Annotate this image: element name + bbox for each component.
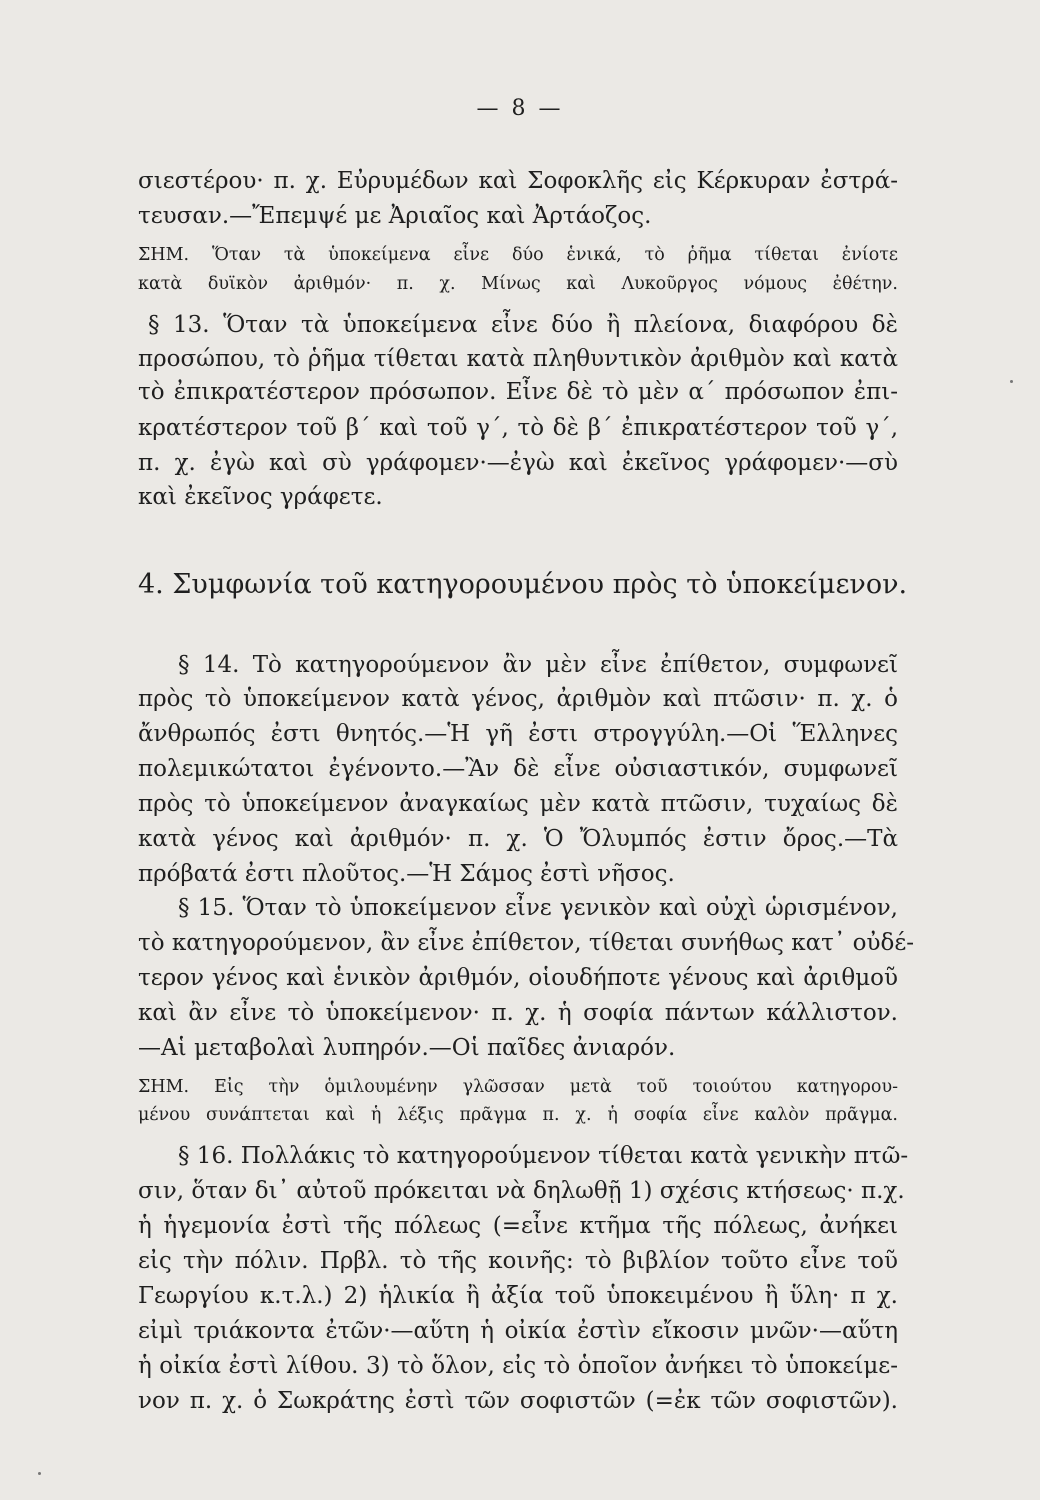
note-line: ΣΗΜ. Ὅταν τὰ ὑποκείμενα εἶνε δύο ἑνικά, τὸ ῥῆμα τίθεται ἐνίοτε: [138, 245, 898, 265]
section-heading: 4. Συμφωνία τοῦ κατηγορουμένου πρὸς τὸ ὑποκείμενον.: [138, 569, 908, 600]
text-line: τευσαν.—Ἔπεμψέ με Ἀριαῖος καὶ Ἀρτάοζος.: [138, 203, 652, 229]
text-line: Γεωργίου κ.τ.λ.) 2) ἡλικία ἢ ἀξία τοῦ ὑποκειμένου ἢ ὕλη· π χ.: [138, 1283, 898, 1309]
text-line: πρὸς τὸ ὑποκείμενον κατὰ γένος, ἀριθμὸν καὶ πτῶσιν· π. χ. ὁ: [138, 686, 898, 712]
section-15-line: § 15. Ὅταν τὸ ὑποκείμενον εἶνε γενικὸν καὶ οὐχὶ ὡρισμένον,: [178, 895, 898, 921]
note-line: μένου συνάπτεται καὶ ἡ λέξις πρᾶγμα π. χ. ἡ σοφία εἶνε καλὸν πρᾶγμα.: [138, 1105, 898, 1125]
section-16-line: § 16. Πολλάκις τὸ κατηγορούμενον τίθεται κατὰ γενικὴν πτῶ-: [178, 1143, 909, 1169]
text-line: πρόβατά ἐστι πλοῦτος.—Ἡ Σάμος ἐστὶ νῆσος.: [138, 861, 675, 887]
section-13-line: § 13. Ὅταν τὰ ὑποκείμενα εἶνε δύο ἢ πλείονα, διαφόρου δὲ: [148, 312, 898, 338]
text-line: τὸ ἐπικρατέστερον πρόσωπον. Εἶνε δὲ τὸ μὲν α΄ πρόσωπον ἐπι-: [138, 379, 898, 405]
text-line: καὶ ἂν εἶνε τὸ ὑποκείμενον· π. χ. ἡ σοφία πάντων κάλλιστον.: [138, 1000, 898, 1026]
text-line: σιεστέρου· π. χ. Εὐρυμέδων καὶ Σοφοκλῆς εἰς Κέρκυραν ἐστρά-: [138, 168, 898, 194]
text-line: καὶ ἐκεῖνος γράφετε.: [138, 484, 383, 510]
text-line: νον π. χ. ὁ Σωκράτης ἐστὶ τῶν σοφιστῶν (=ἐκ τῶν σοφιστῶν).: [138, 1388, 898, 1414]
text-line: π. χ. ἐγὼ καὶ σὺ γράφομεν·—ἐγὼ καὶ ἐκεῖνος γράφομεν·—σὺ: [138, 450, 898, 476]
text-line: σιν, ὅταν δι᾽ αὐτοῦ πρόκειται νὰ δηλωθῇ 1) σχέσις κτήσεως· π.χ.: [138, 1178, 905, 1204]
note-line: ΣΗΜ. Εἰς τὴν ὁμιλουμένην γλῶσσαν μετὰ τοῦ τοιούτου κατηγορου-: [138, 1077, 898, 1097]
text-line: —Αἱ μεταβολαὶ λυπηρόν.—Οἱ παῖδες ἀνιαρόν.: [138, 1035, 676, 1061]
text-line: ἄνθρωπός ἐστι θνητός.—Ἡ γῆ ἐστι στρογγύλη.—Οἱ Ἕλληνες: [138, 721, 898, 747]
text-line: εἰμὶ τριάκοντα ἐτῶν·—αὕτη ἡ οἰκία ἐστὶν εἴκοσιν μνῶν·—αὕτη: [138, 1318, 898, 1344]
text-line: κρατέστερον τοῦ β΄ καὶ τοῦ γ΄, τὸ δὲ β΄ ἐπικρατέστερον τοῦ γ΄,: [138, 415, 898, 441]
paper-speck: [1010, 380, 1013, 383]
text-line: ἡ ἡγεμονία ἐστὶ τῆς πόλεως (=εἶνε κτῆμα τῆς πόλεως, ἀνήκει: [138, 1213, 898, 1239]
text-line: προσώπου, τὸ ῥῆμα τίθεται κατὰ πληθυντικὸν ἀριθμὸν καὶ κατὰ: [138, 346, 898, 372]
section-14-line: § 14. Τὸ κατηγορούμενον ἂν μὲν εἶνε ἐπίθετον, συμφωνεῖ: [178, 652, 898, 678]
text-line: ἡ οἰκία ἐστὶ λίθου. 3) τὸ ὅλον, εἰς τὸ ὁποῖον ἀνήκει τὸ ὑποκείμε-: [138, 1353, 898, 1379]
note-line: κατὰ δυϊκὸν ἀριθμόν· π. χ. Μίνως καὶ Λυκοῦργος νόμους ἐθέτην.: [138, 274, 898, 294]
text-line: κατὰ γένος καὶ ἀριθμόν· π. χ. Ὁ Ὄλυμπός ἐστιν ὄρος.—Τὰ: [138, 826, 898, 852]
paper-speck: [38, 1472, 41, 1475]
text-line: πρὸς τὸ ὑποκείμενον ἀναγκαίως μὲν κατὰ πτῶσιν, τυχαίως δὲ: [138, 791, 898, 817]
page-number: — 8 —: [476, 96, 564, 121]
text-line: τερον γένος καὶ ἑνικὸν ἀριθμόν, οἱουδήποτε γένους καὶ ἀριθμοῦ: [138, 965, 898, 991]
text-line: πολεμικώτατοι ἐγένοντο.—Ἂν δὲ εἶνε οὐσιαστικόν, συμφωνεῖ: [138, 756, 898, 782]
text-line: τὸ κατηγορούμενον, ἂν εἶνε ἐπίθετον, τίθεται συνήθως κατ᾽ οὐδέ-: [138, 930, 915, 956]
text-line: εἰς τὴν πόλιν. Πρβλ. τὸ τῆς κοινῆς: τὸ βιβλίον τοῦτο εἶνε τοῦ: [138, 1248, 898, 1274]
